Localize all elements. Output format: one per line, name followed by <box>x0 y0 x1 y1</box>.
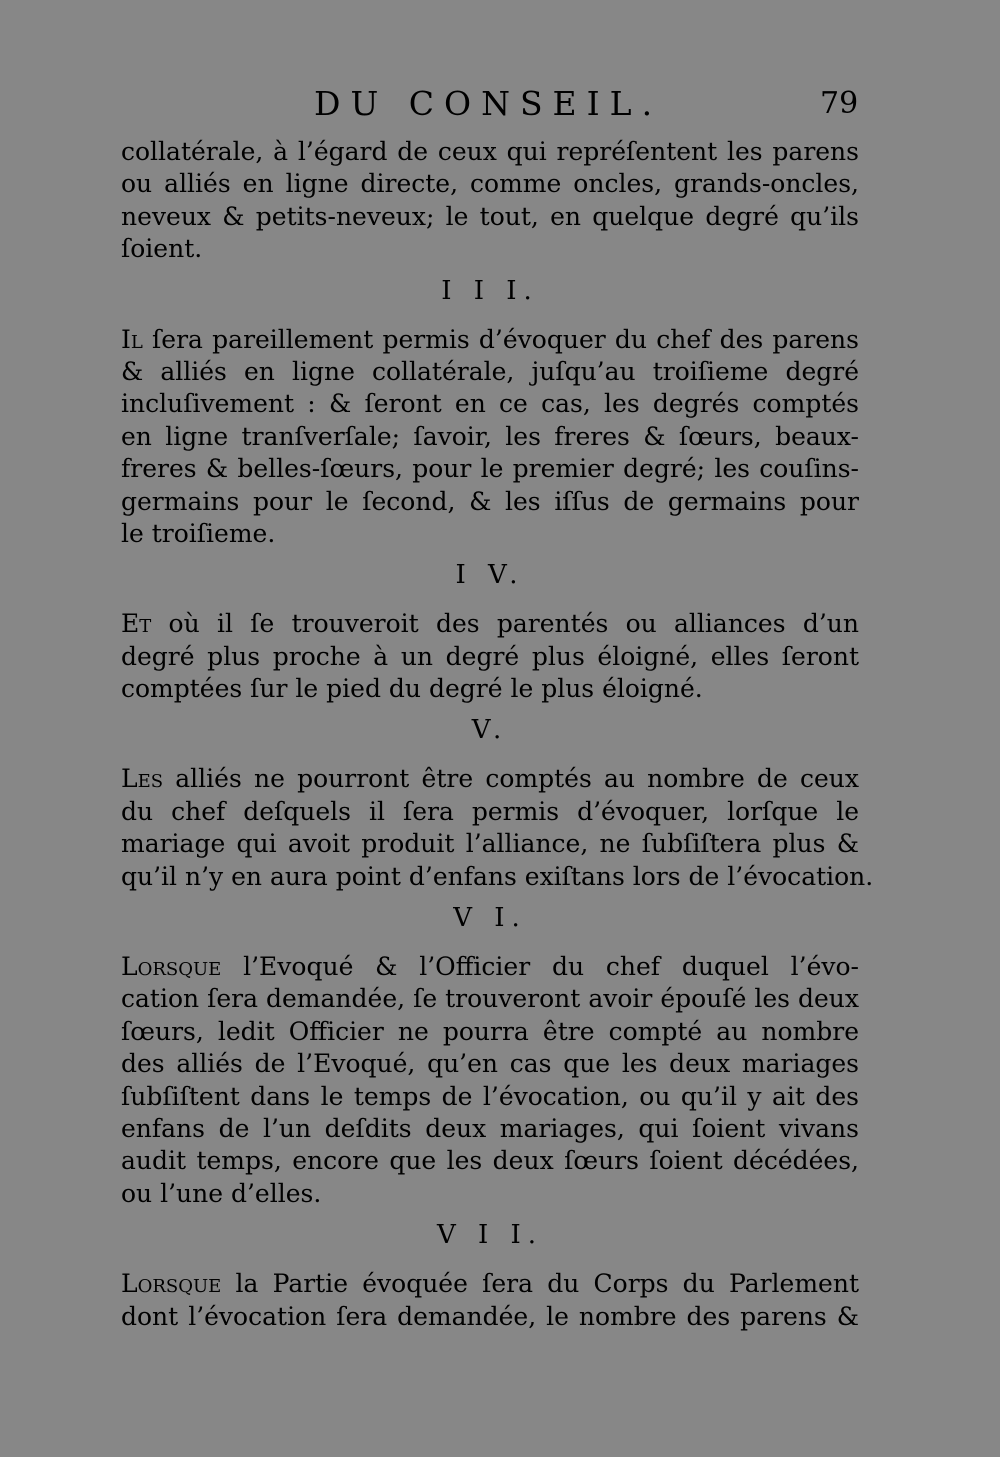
article-lead-word: Les <box>121 764 164 794</box>
article-number: I I I. <box>441 275 539 306</box>
article-number: V I. <box>453 903 527 934</box>
article-7 <box>121 1210 859 1333</box>
text-fragment: la Partie évoquée ſera du Corps du Parlement <box>221 1269 859 1299</box>
text-line: ſoient. <box>121 234 203 264</box>
text-line <box>121 608 859 640</box>
text-line <box>121 951 859 983</box>
text-line: degré plus proche à un degré plus éloigné, elles ſeront <box>121 641 859 671</box>
article-lead-word: Et <box>121 609 152 639</box>
text-line: & alliés en ligne collatérale, juſqu’au troiſieme degré <box>121 356 859 386</box>
running-header <box>0 84 1000 134</box>
text-line: ou alliés en ligne directe, comme oncles, grands-oncles, <box>121 169 859 199</box>
text-line: ſubſiſtent dans le temps de l’évocation, ou qu’il y ait des <box>121 1081 859 1111</box>
text-line: des alliés de l’Evoqué, qu’en cas que les deux mariages <box>121 1049 859 1079</box>
article-number: I V. <box>455 560 525 591</box>
text-fragment: ſera pareillement permis d’évoquer du chef des parens <box>142 324 859 354</box>
text-line: ſœurs, ledit Officier ne pourra être compté au nombre <box>121 1016 859 1046</box>
text-line: comptées ſur le pied du degré le plus éloigné. <box>121 674 703 704</box>
article-lead-word: Lorsque <box>121 952 222 982</box>
body-text <box>121 136 874 1333</box>
text-line: ou l’une d’elles. <box>121 1178 322 1208</box>
text-line: du chef deſquels il ſera permis d’évoquer, lorſque le <box>121 796 859 826</box>
article-6 <box>121 893 859 1210</box>
text-line: germains pour le ſecond, & les iſſus de germains pour <box>121 486 859 516</box>
article-5 <box>121 705 874 893</box>
text-line <box>121 324 859 356</box>
text-line: le troiſieme. <box>121 518 276 548</box>
text-line: qu’il n’y en aura point d’enfans exiſtans lors de l’évocation. <box>121 861 874 891</box>
article-lead-word: Lorsque <box>121 1269 222 1299</box>
text-line: cation ſera demandée, ſe trouveront avoir épouſé les deux <box>121 984 859 1014</box>
article-number: V I I. <box>436 1220 544 1251</box>
text-line: collatérale, à l’égard de ceux qui repréſentent les parens <box>121 137 859 166</box>
text-line: enfans de l’un deſdits deux mariages, qui ſoient vivans <box>121 1113 859 1143</box>
text-fragment: où il ſe trouveroit des parentés ou alliances d’un <box>151 609 859 639</box>
page-number: 79 <box>820 86 859 121</box>
text-line: dont l’évocation ſera demandée, le nombre des parens & <box>121 1301 859 1331</box>
article-4 <box>121 550 859 705</box>
text-line: audit temps, encore que les deux ſœurs ſoient décédées, <box>121 1146 859 1176</box>
continuation-paragraph <box>121 136 859 266</box>
running-title: DU CONSEIL. <box>314 84 663 123</box>
text-fragment: alliés ne pourront être comptés au nombre de ceux <box>163 764 859 794</box>
article-3 <box>121 266 859 551</box>
text-line <box>121 1268 859 1300</box>
article-lead-word: Il <box>121 324 143 354</box>
article-number: V. <box>471 715 509 746</box>
text-line: neveux & petits-neveux; le tout, en quelque degré qu’ils <box>121 201 859 231</box>
text-line: en ligne tranſverſale; ſavoir, les freres & ſœurs, beaux- <box>121 421 859 451</box>
text-fragment: l’Evoqué & l’Officier du chef duquel l’évo- <box>221 952 859 982</box>
text-line: incluſivement : & ſeront en ce cas, les degrés comptés <box>121 389 859 419</box>
text-line: mariage qui avoit produit l’alliance, ne ſubſiſtera plus & <box>121 829 859 859</box>
text-line: freres & belles-ſœurs, pour le premier degré; les couſins- <box>121 454 859 484</box>
text-line <box>121 763 859 795</box>
